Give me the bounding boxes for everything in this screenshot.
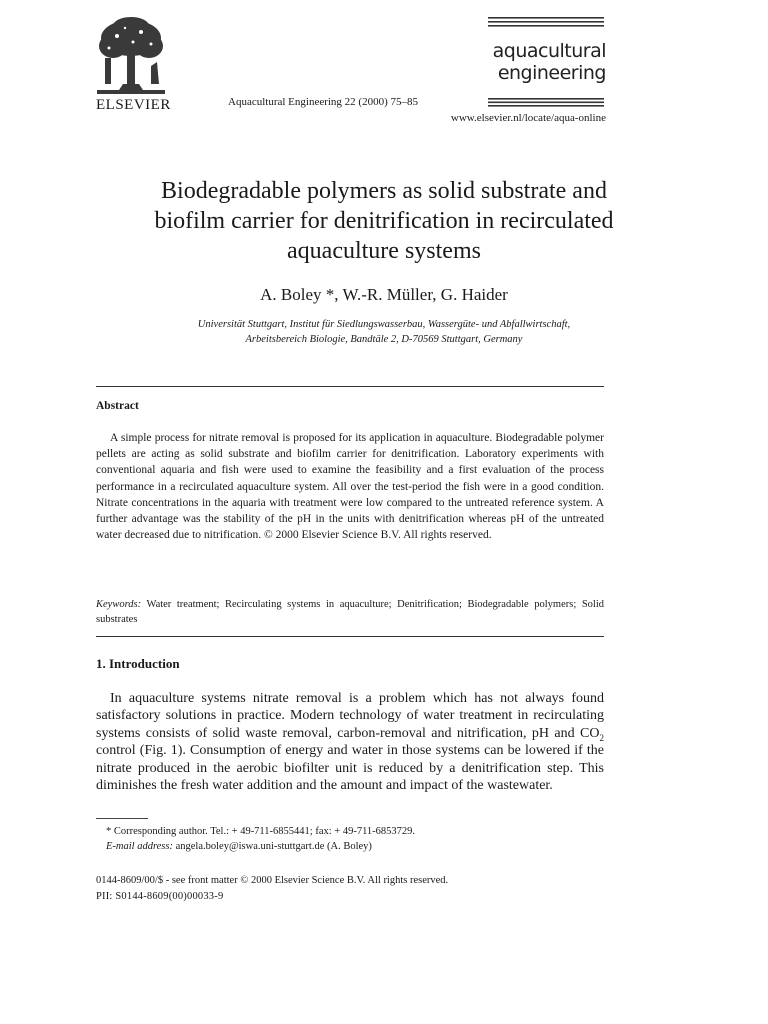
publisher-name: ELSEVIER xyxy=(96,97,171,113)
journal-logo-rule-top xyxy=(488,17,604,27)
footnote-rule xyxy=(96,818,148,819)
keywords-text: Water treatment; Recirculating systems in aquaculture; Denitrification; Biodegradable polymers; Solid substrates xyxy=(96,599,604,625)
section-divider xyxy=(96,636,604,637)
journal-logo-line1: aquacultural xyxy=(492,40,606,62)
copyright-notice: 0144-8609/00/$ - see front matter © 2000 Elsevier Science B.V. All rights reserved. xyxy=(96,875,449,886)
intro-text-part-1: In aquaculture systems nitrate removal is a problem which has not always found satisfactory solutions in practice. Modern technology of water treatment in recirculating systems consists of solid waste removal, carbon-removal and nitrification, pH and CO xyxy=(96,691,604,741)
elsevier-tree-logo xyxy=(93,16,169,96)
title-line-2: biofilm carrier for denitrification in recirculated xyxy=(154,208,614,234)
keywords-label: Keywords: xyxy=(96,599,142,610)
section-divider xyxy=(96,386,604,387)
journal-reference: Aquacultural Engineering 22 (2000) 75–85 xyxy=(228,96,419,108)
footnote xyxy=(106,824,606,854)
introduction-text xyxy=(96,690,604,794)
title-line-1: Biodegradable polymers as solid substrate and xyxy=(161,178,607,204)
journal-logo-rule-bottom xyxy=(488,98,604,107)
affiliation-line-2: Arbeitsbereich Biologie, Bandtäle 2, D-70569 Stuttgart, Germany xyxy=(245,334,523,345)
author-list: A. Boley *, W.-R. Müller, G. Haider xyxy=(260,285,508,304)
title-line-3: aquaculture systems xyxy=(287,238,481,264)
pii-identifier: PII: S0144-8609(00)00033-9 xyxy=(96,891,224,902)
intro-text-part-2: control (Fig. 1). Consumption of energy and water in those systems can be lowered if the nitrate produced in the aerobic biofilter unit is reduced by a denitrification step. This diminishes the fresh water addition and the amount and impact of the wastewater. xyxy=(96,743,604,794)
email-address[interactable]: angela.boley@iswa.uni-stuttgart.de (A. Boley) xyxy=(172,841,372,852)
author-affiliation xyxy=(64,317,704,347)
journal-url[interactable]: www.elsevier.nl/locate/aqua-online xyxy=(450,112,606,124)
abstract-heading: Abstract xyxy=(96,400,139,412)
email-note xyxy=(106,839,606,854)
journal-logo xyxy=(488,40,606,84)
paper-title xyxy=(64,176,704,266)
abstract-text: A simple process for nitrate removal is proposed for its application in aquaculture. Biodegradable polymer pellets are acting as solid substrate and biofilm carrier for denitrification. Laboratory experiments with conventional aquaria and fish were used to examine the feasibility and a first evaluation of the process performance in a recirculated aquaculture system. All over the test-period the fish were in a good condition. Nitrate concentrations in the aquaria with treatment were low compared to the untreated reference system. A further advantage was the stability of the pH in the units with denitrification whereas pH of the untreated water decreased due to nitrification. © 2000 Elsevier Science B.V. All rights reserved. xyxy=(96,432,604,542)
corresponding-author-note: * Corresponding author. Tel.: + 49-711-6855441; fax: + 49-711-6853729. xyxy=(106,826,416,837)
keywords xyxy=(96,597,604,627)
affiliation-line-1: Universität Stuttgart, Institut für Siedlungswasserbau, Wassergüte- und Abfallwirtschaft, xyxy=(197,319,571,330)
intro-subscript: 2 xyxy=(599,732,604,743)
section-heading-introduction: 1. Introduction xyxy=(96,656,180,671)
journal-logo-line2: engineering xyxy=(497,62,606,84)
email-label: E-mail address: xyxy=(106,841,173,852)
